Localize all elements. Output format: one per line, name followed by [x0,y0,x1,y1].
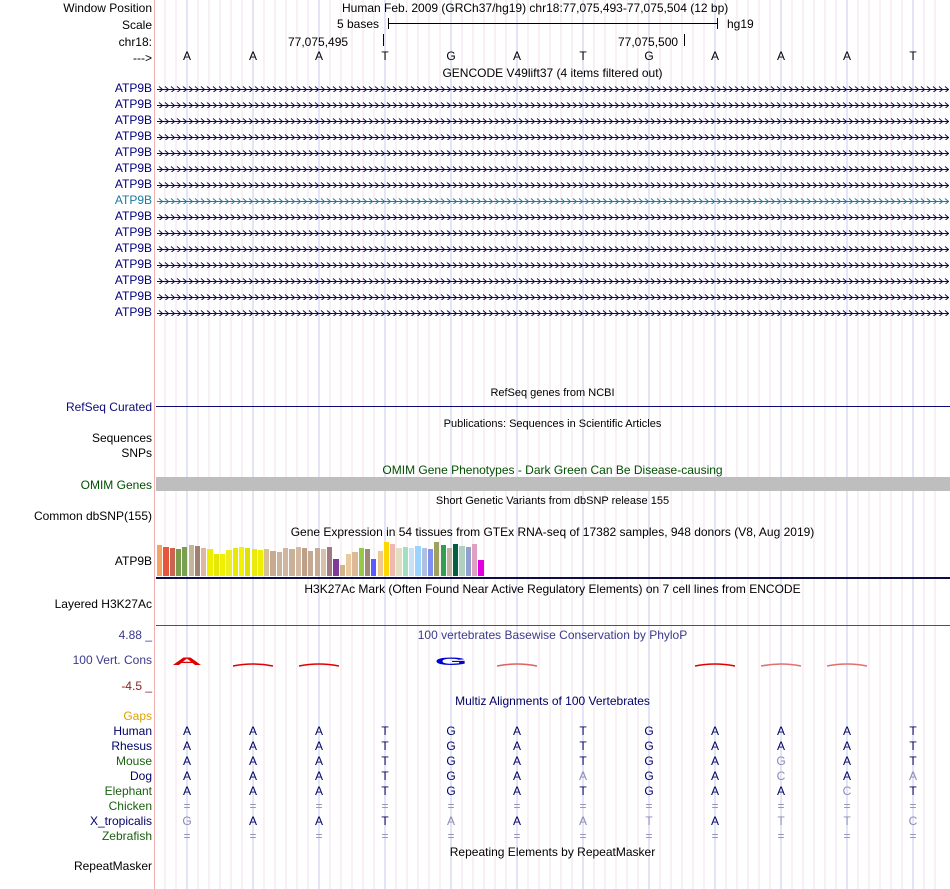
gtex-tissue-bar[interactable] [390,544,395,576]
scale-bar [388,23,718,24]
gtex-tissue-bar[interactable] [321,549,326,576]
window-position-label: Window Position [63,1,152,15]
gtex-tissue-bar[interactable] [333,559,338,576]
conservation-mark [299,664,339,666]
multiz-base: T [909,754,917,768]
gencode-gene-label[interactable]: ATP9B [114,193,152,207]
gtex-tissue-bar[interactable] [226,550,231,576]
multiz-base: T [579,724,587,738]
gtex-tissue-bar[interactable] [459,546,464,576]
scale-label: Scale [121,18,152,32]
multiz-base: T [579,739,587,753]
gtex-tissue-bar[interactable] [340,565,345,576]
multiz-base: = [579,829,587,843]
coord-left-tick [383,34,384,46]
multiz-base: T [645,814,653,828]
multiz-base: A [710,754,719,768]
gencode-transcript[interactable] [157,275,949,284]
gencode-gene-label[interactable]: ATP9B [114,81,152,95]
multiz-base: A [842,739,851,753]
multiz-species-label[interactable]: Human [113,724,152,738]
gencode-gene-label[interactable]: ATP9B [114,177,152,191]
multiz-species-label[interactable]: Zebrafish [101,829,152,843]
gtex-tissue-bar[interactable] [252,549,257,576]
multiz-base: A [512,754,521,768]
strand-label: ---> [133,51,152,65]
multiz-base: A [314,754,323,768]
multiz-base: A [710,739,719,753]
multiz-base: T [777,814,785,828]
multiz-base: A [710,724,719,738]
multiz-species-label[interactable]: Chicken [108,799,152,813]
scale-db: hg19 [727,17,754,31]
gtex-tissue-bar[interactable] [308,551,313,576]
gtex-tissue-bar[interactable] [195,546,200,576]
multiz-base: A [710,769,719,783]
gtex-tissue-bar[interactable] [207,549,212,576]
multiz-base: A [182,754,191,768]
multiz-base: T [381,754,389,768]
coord-right: 77,075,500 [618,35,679,49]
multiz-base: C [908,814,918,828]
multiz-base: G [446,739,456,753]
assembly-position: Human Feb. 2009 (GRCh37/hg19) chr18:77,075,493-77,075,504 (12 bp) [342,1,729,15]
gtex-tissue-bar[interactable] [283,548,288,576]
multiz-base: T [909,784,917,798]
multiz-base: = [249,799,257,813]
multiz-base: A [842,724,851,738]
multiz-base: = [381,829,389,843]
gencode-transcript[interactable] [157,307,949,316]
conservation-label[interactable]: 100 Vert. Cons [72,653,152,667]
multiz-base: A [578,769,587,783]
reference-base: T [381,49,389,63]
gtex-tissue-bar[interactable] [289,549,294,576]
multiz-base: A [776,739,785,753]
multiz-base: A [248,769,257,783]
conservation-glyph: G [434,655,468,668]
gtex-tissue-bar[interactable] [245,548,250,576]
multiz-base: A [182,784,191,798]
gtex-tissue-bar[interactable] [327,547,332,576]
multiz-base: A [182,739,191,753]
multiz-base: = [711,799,719,813]
multiz-base: G [644,769,654,783]
gtex-tissue-bar[interactable] [472,544,477,576]
gtex-title[interactable]: Gene Expression in 54 tissues from GTEx RNA-seq of 17382 samples, 948 donors (V8, Aug 2019) [290,525,815,539]
gencode-transcript[interactable] [157,147,949,156]
gtex-tissue-bar[interactable] [441,545,446,576]
multiz-base: G [182,814,192,828]
gencode-transcript[interactable] [157,195,949,204]
coord-left: 77,075,495 [288,35,349,49]
conservation-glyphs[interactable] [155,650,950,672]
gtex-tissue-bar[interactable] [157,545,162,576]
refseq-label[interactable]: RefSeq Curated [65,400,152,414]
gtex-tissue-bar[interactable] [359,548,364,576]
gencode-gene-label[interactable]: ATP9B [114,225,152,239]
conservation-mark [233,664,273,666]
gencode-transcript[interactable] [157,83,949,92]
multiz-base: G [644,754,654,768]
multiz-base: G [776,754,786,768]
dbsnp-title[interactable]: Short Genetic Variants from dbSNP release 155 [435,495,670,507]
snps-label[interactable]: SNPs [121,446,152,460]
gtex-tissue-bar[interactable] [220,554,225,576]
gtex-tissue-bar[interactable] [264,549,269,576]
gtex-tissue-bar[interactable] [365,549,370,576]
reference-base: A [776,49,785,63]
h3k27ac-baseline [156,625,950,626]
gtex-tissue-bar[interactable] [346,554,351,576]
gtex-tissue-bar[interactable] [189,545,194,576]
multiz-base: G [644,784,654,798]
gtex-tissue-bar[interactable] [396,548,401,576]
refseq-title[interactable]: RefSeq genes from NCBI [490,387,615,399]
reference-base: A [314,49,323,63]
reference-base: A [710,49,719,63]
reference-base: T [579,49,587,63]
multiz-base: A [446,814,455,828]
gtex-tissue-bar[interactable] [434,542,439,576]
omim-gene-bar[interactable] [156,477,950,491]
gtex-gene-line [156,577,950,579]
multiz-species-label[interactable]: X_tropicalis [89,814,152,828]
gtex-tissue-bar[interactable] [384,542,389,576]
gtex-tissue-bar[interactable] [182,547,187,576]
multiz-base: T [909,739,917,753]
reference-base: A [842,49,851,63]
gencode-title[interactable]: GENCODE V49lift37 (4 items filtered out) [442,66,663,80]
gencode-gene-label[interactable]: ATP9B [114,145,152,159]
multiz-base: = [777,799,785,813]
gtex-tissue-bar[interactable] [296,547,301,576]
reference-base: A [512,49,521,63]
gencode-transcript[interactable] [157,291,949,300]
gtex-tissue-bar[interactable] [201,548,206,576]
conservation-mark [827,664,867,666]
multiz-base: = [777,829,785,843]
gencode-transcript[interactable] [157,227,949,236]
multiz-base: C [776,769,786,783]
h3k27ac-title[interactable]: H3K27Ac Mark (Often Found Near Active Regulatory Elements) on 7 cell lines from ENCODE [304,582,801,596]
gtex-tissue-bar[interactable] [409,548,414,576]
gencode-transcript[interactable] [157,259,949,268]
gaps-label[interactable]: Gaps [123,709,152,723]
multiz-base: A [248,754,257,768]
multiz-base: T [381,724,389,738]
conservation-max-label: 4.88 _ [118,628,152,642]
omim-label[interactable]: OMIM Genes [80,478,152,492]
gtex-tissue-bar[interactable] [239,547,244,576]
publications-title[interactable]: Publications: Sequences in Scientific Articles [443,418,662,430]
reference-base: A [182,49,191,63]
gencode-gene-label[interactable]: ATP9B [114,209,152,223]
multiz-base: G [446,769,456,783]
gtex-tissue-bar[interactable] [378,551,383,576]
gtex-tissue-bar[interactable] [371,559,376,576]
dbsnp-label[interactable]: Common dbSNP(155) [33,509,152,523]
h3k27ac-label[interactable]: Layered H3K27Ac [54,597,152,611]
gencode-gene-label[interactable]: ATP9B [114,305,152,319]
gtex-tissue-bar[interactable] [270,551,275,576]
multiz-base: A [248,739,257,753]
multiz-base: A [842,769,851,783]
multiz-base: = [315,799,323,813]
multiz-base: T [381,769,389,783]
multiz-species-label[interactable]: Rhesus [111,739,152,753]
multiz-base: = [645,799,653,813]
gencode-gene-label[interactable]: ATP9B [114,129,152,143]
multiz-base: = [513,799,521,813]
gencode-transcript[interactable] [157,179,949,188]
multiz-species-label[interactable]: Elephant [104,784,152,798]
gencode-gene-label[interactable]: ATP9B [114,161,152,175]
gtex-tissue-bar[interactable] [422,548,427,576]
repeatmasker-title[interactable]: Repeating Elements by RepeatMasker [449,845,656,859]
reference-base: A [248,49,257,63]
gencode-transcript[interactable] [157,243,949,252]
scale-text: 5 bases [337,17,380,31]
scale-bar-right-tick [717,18,718,29]
refseq-gene-line[interactable] [156,406,950,407]
omim-title[interactable]: OMIM Gene Phenotypes - Dark Green Can Be Disease-causing [382,463,723,477]
gtex-tissue-bar[interactable] [277,552,282,576]
multiz-base: = [513,829,521,843]
gtex-label[interactable]: ATP9B [114,554,152,568]
conservation-mark [761,664,801,666]
multiz-base: = [909,799,917,813]
multiz-base: = [909,829,917,843]
gtex-tissue-bar[interactable] [478,560,483,576]
multiz-base: = [447,829,455,843]
multiz-base: = [645,829,653,843]
gencode-gene-label[interactable]: ATP9B [114,113,152,127]
gencode-gene-label[interactable]: ATP9B [114,241,152,255]
conservation-glyph: A [171,655,203,668]
gtex-tissue-bar[interactable] [258,550,263,576]
scale-bar-left-tick [388,18,389,29]
conservation-mark [497,664,537,666]
gencode-transcript[interactable] [157,99,949,108]
multiz-base: = [249,829,257,843]
sequences-label[interactable]: Sequences [91,431,152,445]
multiz-base: A [512,784,521,798]
repeatmasker-label[interactable]: RepeatMasker [73,859,152,873]
multiz-base: A [776,784,785,798]
multiz-base: A [710,784,719,798]
gtex-tissue-bar[interactable] [352,552,357,576]
multiz-base: A [182,724,191,738]
multiz-base: A [512,814,521,828]
multiz-base: T [381,739,389,753]
multiz-base: A [908,769,917,783]
gtex-tissue-bar[interactable] [315,548,320,576]
multiz-base: = [315,829,323,843]
multiz-base: A [512,724,521,738]
conservation-title[interactable]: 100 vertebrates Basewise Conservation by PhyloP [417,628,688,642]
multiz-base: G [446,784,456,798]
multiz-base: A [182,769,191,783]
multiz-base: T [381,784,389,798]
reference-base: T [909,49,917,63]
multiz-base: T [579,754,587,768]
multiz-base: = [711,829,719,843]
multiz-base: G [446,724,456,738]
multiz-base: A [314,724,323,738]
multiz-base: = [183,799,191,813]
multiz-base: G [644,724,654,738]
gtex-tissue-bar[interactable] [428,549,433,576]
gtex-tissue-bar[interactable] [214,554,219,576]
multiz-base: A [842,754,851,768]
gencode-gene-label[interactable]: ATP9B [114,97,152,111]
gtex-tissue-bar[interactable] [447,548,452,576]
multiz-base: T [579,784,587,798]
multiz-base: T [843,814,851,828]
multiz-species-label[interactable]: Mouse [115,754,152,768]
multiz-base: A [314,814,323,828]
multiz-base: A [248,724,257,738]
multiz-base: A [776,724,785,738]
gtex-tissue-bar[interactable] [233,548,238,576]
conservation-min-label: -4.5 _ [121,679,152,693]
reference-base: G [446,49,456,63]
multiz-base: A [578,814,587,828]
multiz-base: A [512,769,521,783]
gtex-tissue-bar[interactable] [163,547,168,576]
multiz-base: A [314,739,323,753]
multiz-base: G [644,739,654,753]
gtex-tissue-bar[interactable] [466,547,471,576]
multiz-base: = [843,799,851,813]
chrom-label: chr18: [118,35,152,49]
gencode-transcript[interactable] [157,115,949,124]
gencode-transcript[interactable] [157,163,949,172]
multiz-base: A [248,784,257,798]
gtex-tissue-bar[interactable] [170,548,175,576]
gencode-transcript[interactable] [157,131,949,140]
multiz-base: A [512,739,521,753]
conservation-mark [695,664,735,666]
coord-right-tick [684,34,685,46]
multiz-base: A [314,769,323,783]
gencode-gene-label[interactable]: ATP9B [114,273,152,287]
gtex-tissue-bar[interactable] [415,546,420,576]
gencode-gene-label[interactable]: ATP9B [114,289,152,303]
multiz-base: = [579,799,587,813]
label-divider [154,0,155,889]
gtex-tissue-bar[interactable] [403,547,408,576]
gtex-tissue-bar[interactable] [453,544,458,576]
reference-base: G [644,49,654,63]
multiz-base: G [446,754,456,768]
gencode-transcript[interactable] [157,211,949,220]
multiz-base: = [843,829,851,843]
multiz-base: = [447,799,455,813]
multiz-base: T [381,814,389,828]
multiz-base: A [710,814,719,828]
gtex-tissue-bar[interactable] [176,549,181,576]
multiz-base: = [381,799,389,813]
gtex-tissue-bar[interactable] [302,548,307,576]
multiz-species-label[interactable]: Dog [129,769,152,783]
multiz-base: T [909,724,917,738]
multiz-base: = [183,829,191,843]
multiz-base: A [248,814,257,828]
multiz-base: C [842,784,852,798]
multiz-base: A [314,784,323,798]
multiz-title[interactable]: Multiz Alignments of 100 Vertebrates [455,694,650,708]
gencode-gene-label[interactable]: ATP9B [114,257,152,271]
